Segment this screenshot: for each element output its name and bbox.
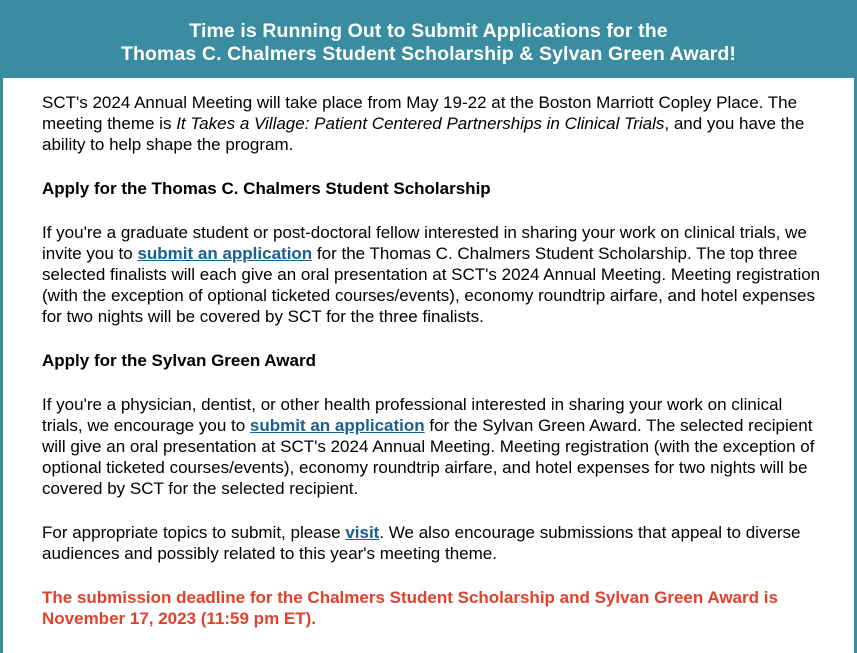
email-body (42, 92, 822, 629)
intro-text-2: , and you have the ability to help shape the program. (42, 114, 805, 154)
topics-text-2: . We also encourage submissions that appeal to diverse audiences and possibly related to this year's meeting theme. (42, 523, 801, 563)
banner-title-line-1: Time is Running Out to Submit Applications for the (189, 20, 668, 42)
award-text-2: for the Sylvan Green Award. The selected recipient will give an oral presentation at SCT's 2024 Annual Meeting. Meeting registration (with the exception of optional ticketed courses/events), economy roundtrip airfare, and hotel expenses for two nights will be covered by SCT for the selected recipient. (42, 416, 815, 498)
scholarship-submit-link[interactable]: submit an application (137, 244, 313, 263)
intro-paragraph (42, 92, 822, 155)
topics-text-1: For appropriate topics to submit, please (42, 523, 346, 542)
header-banner (3, 0, 854, 78)
deadline-notice: The submission deadline for the Chalmers Student Scholarship and Sylvan Green Award is November 17, 2023 (11:59 pm ET). (42, 588, 778, 628)
intro-text-1: SCT's 2024 Annual Meeting will take place from May 19-22 at the Boston Marriott Copley Place. The meeting theme is (42, 93, 798, 133)
award-submit-link[interactable]: submit an application (249, 416, 425, 435)
topics-paragraph (42, 522, 822, 564)
award-text-1: If you're a physician, dentist, or other health professional interested in sharing your work on clinical trials, we encourage you to (42, 395, 783, 435)
scholarship-text-1: If you're a graduate student or post-doctoral fellow interested in sharing your work on clinical trials, we invite you to (42, 223, 807, 263)
award-heading: Apply for the Sylvan Green Award (42, 351, 316, 370)
banner-title-line-2: Thomas C. Chalmers Student Scholarship & Sylvan Green Award! (121, 43, 736, 65)
award-paragraph (42, 394, 822, 499)
meeting-theme: It Takes a Village: Patient Centered Partnerships in Clinical Trials (176, 114, 665, 133)
scholarship-heading: Apply for the Thomas C. Chalmers Student Scholarship (42, 179, 491, 198)
scholarship-paragraph (42, 222, 822, 327)
scholarship-text-2: for the Thomas C. Chalmers Student Scholarship. The top three selected finalists will each give an oral presentation at SCT's 2024 Annual Meeting. Meeting registration (with the exception of optional ticketed courses/events), economy roundtrip airfare, and hotel expenses for two nights will be covered by SCT for the three finalists. (42, 244, 821, 326)
topics-visit-link[interactable]: visit (345, 523, 380, 542)
